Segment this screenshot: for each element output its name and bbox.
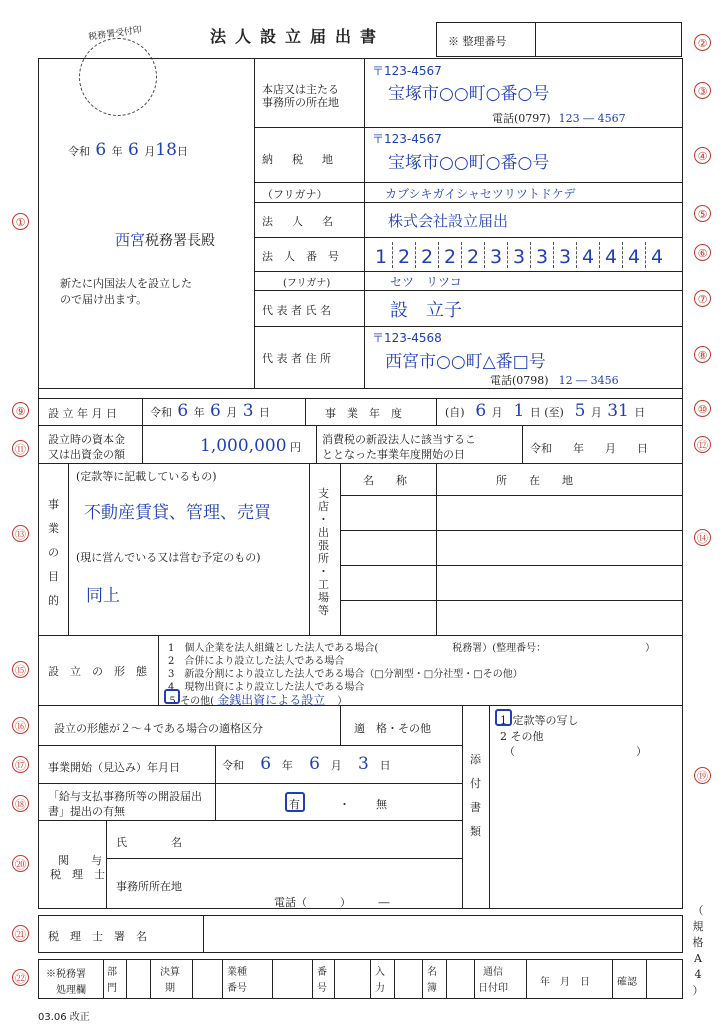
fiscal-label: 事 業 年 度	[325, 407, 402, 420]
num-marker-11: ⑪	[12, 440, 29, 457]
proc-cell-bumon: 部 門	[107, 967, 117, 994]
num-marker-15: ⑮	[12, 661, 29, 678]
rep-addr-label: 代 表 者 住 所	[262, 352, 331, 365]
tax-acct-name-label: 氏 名	[116, 836, 182, 849]
biz-start-date: 令和 6 年 6 月 3 日	[222, 754, 391, 774]
capital-value: 1,000,000 円	[200, 436, 302, 456]
proc-cell-nyuryoku: 入 力	[375, 967, 385, 994]
rep-kana-value: セツ リツコ	[390, 275, 462, 289]
form-item1: 1 個人企業を法人組織とした法人である場合( 税務署）(整理番号： ）	[168, 643, 656, 654]
consumption-label1: 消費税の新設法人に該当するこ	[322, 433, 476, 446]
salary-no: 無	[376, 798, 387, 811]
tax-place-label: 納 税 地	[262, 153, 337, 166]
attach-side: 添 付 書 類	[470, 753, 481, 838]
hq-address: 宝塚市○○町○番○号	[388, 84, 550, 104]
proc-cell-meibo: 名 簿	[427, 967, 437, 994]
qual-label: 設立の形態が２～４である場合の適格区分	[54, 722, 263, 735]
corp-digit: 4	[650, 246, 664, 268]
num-marker-10: ⑩	[694, 400, 711, 417]
attach-item2: 2 その他	[500, 730, 544, 743]
revision-note: 03.06 改正	[38, 1012, 90, 1023]
num-marker-17: ⑰	[12, 756, 29, 773]
num-marker-22: ㉒	[12, 969, 29, 986]
corp-digit: 3	[535, 246, 549, 268]
tax-place-address: 宝塚市○○町○番○号	[388, 153, 550, 173]
tax-acct-side1: 関 与	[58, 854, 102, 867]
form-item5-circle	[164, 689, 180, 704]
num-marker-8: ⑧	[694, 346, 711, 363]
consumption-label2: ととなった事業年度開始の日	[322, 448, 465, 461]
intro-line2: ので届け出ます。	[60, 293, 148, 306]
corp-digit: 2	[397, 246, 411, 268]
capital-label2: 又は出資金の額	[48, 448, 125, 461]
corp-num-label: 法 人 番 号	[262, 250, 339, 263]
corp-digit: 3	[489, 246, 503, 268]
a4-marker: （ 規 格 A 4 ）	[692, 904, 704, 997]
purpose-current-label: (現に営んでいる又は営む予定のもの)	[76, 551, 261, 564]
attach-item1: 1 定款等の写し	[500, 714, 579, 727]
num-marker-4: ④	[694, 147, 711, 164]
rep-name-label: 代 表 者 氏 名	[262, 304, 331, 317]
branch-col-loc: 所 在 地	[496, 474, 573, 487]
corp-name-label: 法 人 名	[262, 215, 337, 228]
hq-label1: 本店又は主たる	[262, 83, 339, 96]
establish-label: 設 立 年 月 日	[48, 407, 117, 420]
rep-addr-phone: 電話(0798) 12 ― 3456	[490, 374, 619, 387]
rep-name-value: 設 立子	[390, 300, 462, 321]
corp-digit: 2	[443, 246, 457, 268]
rep-addr-postal: 〒123-4568	[372, 331, 442, 345]
num-marker-7: ⑦	[694, 290, 711, 307]
corp-name-value: 株式会社設立届出	[388, 212, 509, 230]
proc-head1: ※税務署	[46, 969, 86, 980]
num-marker-16: ⑯	[12, 717, 29, 734]
attach-item2-paren: （ ）	[504, 745, 647, 758]
proc-cell-tsushin: 通信 日付印	[478, 967, 508, 994]
form-item2: 2 合併により設立した法人である場合	[168, 656, 345, 667]
num-marker-6: ⑥	[694, 244, 711, 261]
corp-digit: 2	[466, 246, 480, 268]
proc-head2: 処理欄	[56, 985, 86, 996]
form-item5-num: 5	[169, 696, 176, 707]
num-marker-21: ㉑	[12, 925, 29, 942]
num-marker-2: ②	[694, 34, 711, 51]
kana-value: カブシキガイシャセツリツトドケデ	[385, 187, 576, 201]
proc-confirm: 確認	[617, 977, 637, 988]
form-item4: 4 現物出資により設立した法人である場合	[168, 682, 365, 693]
capital-label1: 設立時の資本金	[48, 433, 125, 446]
qual-value: 適 格・その他	[354, 722, 431, 735]
intro-line1: 新たに内国法人を設立した	[60, 277, 192, 290]
branch-col-name: 名 称	[363, 474, 407, 487]
hq-postal: 〒123-4567	[372, 64, 442, 78]
stamp-label: 税務署受付印	[87, 25, 143, 43]
corp-digit: 4	[627, 246, 641, 268]
attach-item1-num: 1	[500, 714, 507, 727]
proc-cell-gyoshu: 業種 番号	[227, 967, 247, 994]
corp-digit: 3	[558, 246, 572, 268]
num-marker-3: ③	[694, 82, 711, 99]
attach-item1-circle	[495, 709, 512, 726]
salary-sep: ・	[339, 798, 350, 811]
purpose-side: 事 業 の 目 的	[48, 498, 59, 607]
num-marker-5: ⑤	[694, 205, 711, 222]
corp-digit: 3	[512, 246, 526, 268]
proc-cell-kessan: 決算 期	[160, 967, 180, 994]
form-item5: 5 その他( 金銭出資による設立 ）	[169, 693, 348, 707]
establish-date: 令和 6 年 6 月 3 日	[150, 401, 270, 421]
corp-digit: 1	[374, 246, 388, 268]
num-marker-13: ⑬	[12, 525, 29, 542]
form-title: 法人設立届出書	[210, 27, 386, 46]
form-label: 設 立 の 形 態	[48, 665, 147, 678]
hq-phone: 電話(0797) 123 ― 4567	[492, 112, 626, 125]
tax-office: 西宮税務署長殿	[115, 231, 216, 249]
purpose-current-value: 同上	[86, 586, 120, 606]
purpose-teikan-value: 不動産賃貸、管理、売買	[84, 503, 271, 523]
kana-label: （フリガナ）	[262, 188, 328, 201]
tax-acct-office-label: 事務所所在地	[116, 880, 182, 893]
num-marker-20: ⑳	[12, 855, 29, 872]
num-marker-1: ①	[12, 213, 29, 230]
tax-acct-phone: 電話（ ） ―	[274, 896, 390, 909]
form-item3: 3 新設分割により設立した法人である場合（□分割型・□分社型・□その他）	[168, 669, 523, 680]
num-marker-18: ⑱	[12, 795, 29, 812]
salary-yes-circle	[285, 792, 305, 812]
seiri-label: ※ 整理番号	[448, 35, 507, 48]
biz-start-label: 事業開始（見込み）年月日	[48, 761, 180, 774]
tax-acct-side2: 税 理 士	[50, 868, 105, 881]
num-marker-9: ⑨	[12, 402, 29, 419]
rep-addr-address: 西宮市○○町△番□号	[385, 352, 546, 372]
submit-date: 令和 6 年 6 月18日	[68, 140, 188, 160]
salary-yes: 有	[289, 798, 300, 811]
salary-label1: 「給与支払事務所等の開設届出	[48, 790, 202, 803]
proc-date: 年 月 日	[540, 977, 590, 988]
consumption-date: 令和 年 月 日	[530, 442, 648, 455]
num-marker-14: ⑭	[694, 529, 711, 546]
corp-digit: 2	[420, 246, 434, 268]
salary-label2: 書」提出の有無	[48, 805, 125, 818]
proc-cell-bango: 番 号	[317, 967, 327, 994]
rep-kana-label: (フリガナ)	[283, 278, 331, 289]
tax-place-postal: 〒123-4567	[372, 132, 442, 146]
fiscal-period: (自) 6 月 1 日 (至) 5 月 31 日	[445, 401, 646, 421]
corp-digit: 4	[604, 246, 618, 268]
num-marker-19: ⑲	[694, 767, 711, 784]
purpose-teikan-label: (定款等に記載しているもの)	[76, 470, 217, 483]
hq-label2: 事務所の所在地	[262, 96, 339, 109]
num-marker-12: ⑫	[694, 436, 711, 453]
branch-side: 支 店 ・ 出 張 所 ・ 工 場 等	[318, 487, 329, 617]
corp-digit: 4	[581, 246, 595, 268]
sign-label: 税 理 士 署 名	[48, 930, 147, 943]
